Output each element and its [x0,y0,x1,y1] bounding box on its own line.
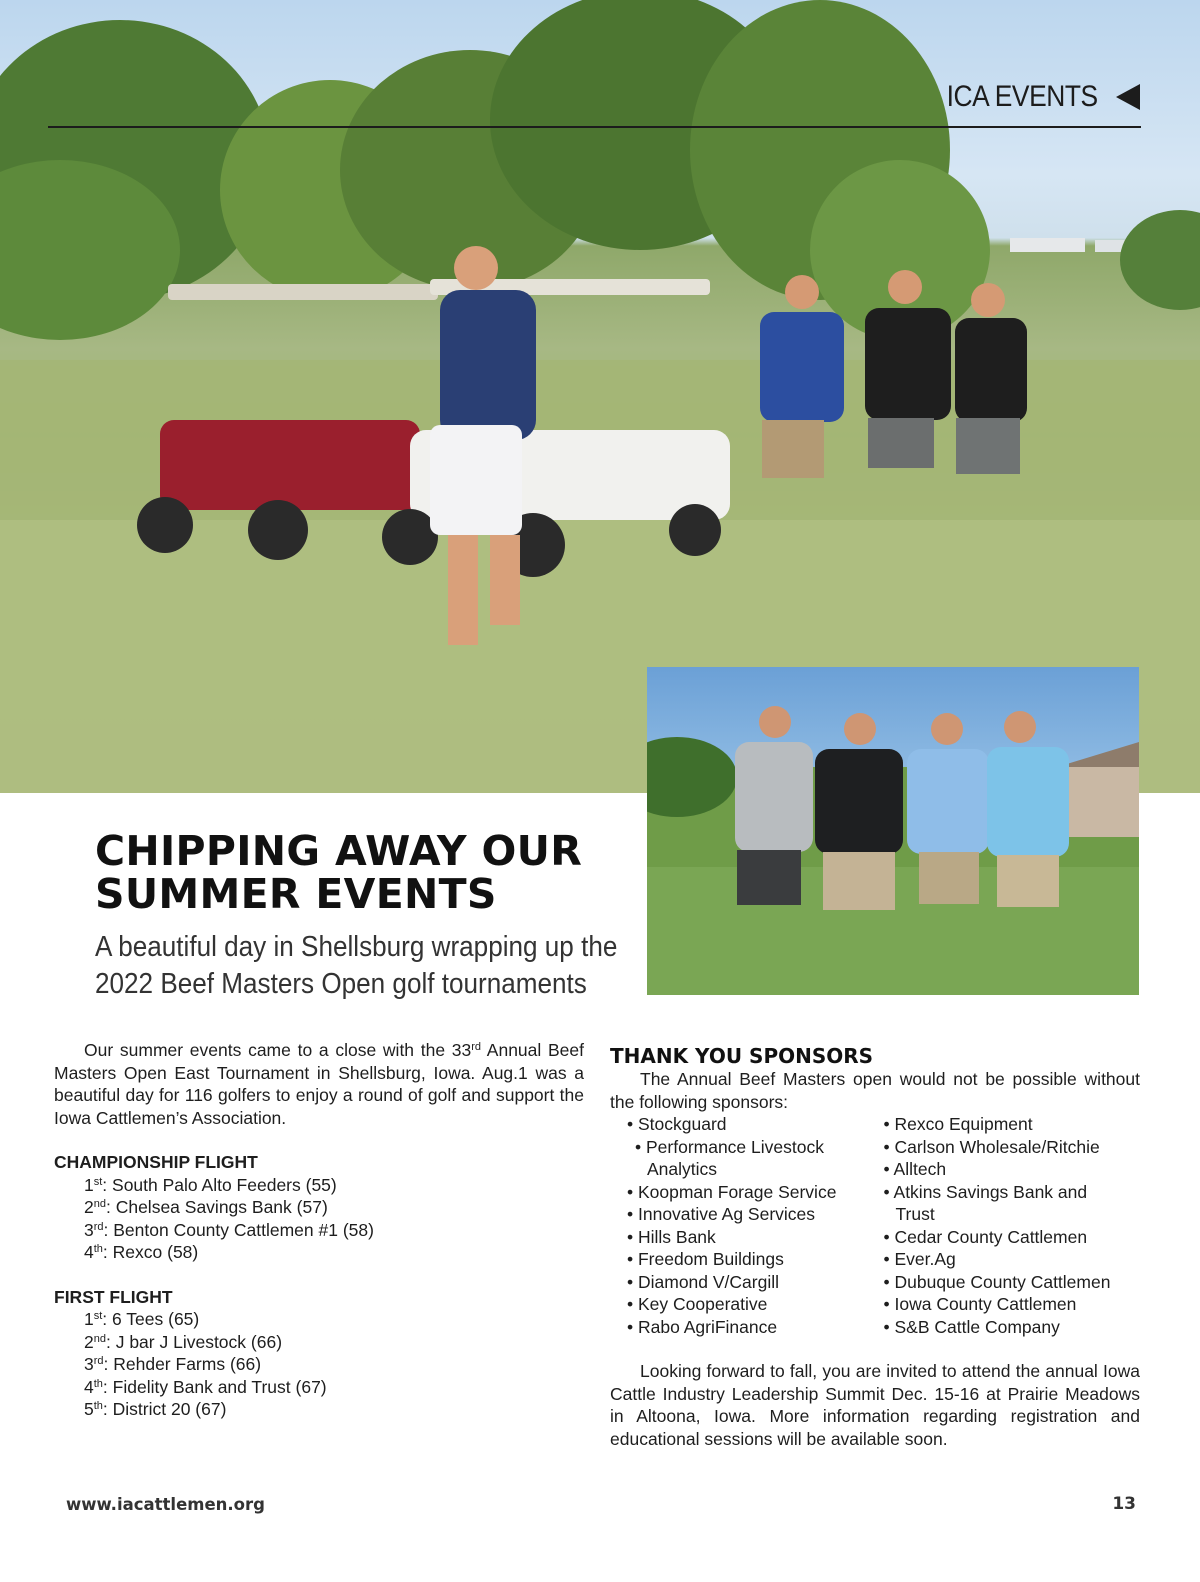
sponsor-list-left [610,1113,884,1338]
sponsor-list-right [884,1113,1141,1338]
first-flight-heading: FIRST FLIGHT [54,1286,173,1307]
result-item: 3rd: Benton County Cattlemen #1 (58) [84,1219,374,1240]
sponsor-item: • Carlson Wholesale/Ritchie [883,1136,1100,1157]
intro-paragraph: Our summer events came to a close with the 33rd Annual Beef Masters Open East Tournament in Shellsburg, Iowa. Aug.1 was a beautiful day for 116 golfers to enjoy a round of golf and support the Iowa Cattlemen’s Association. [54,1040,585,1128]
sponsor-item: • Rabo AgriFinance [627,1316,778,1337]
result-item: 1st: South Palo Alto Feeders (55) [84,1174,337,1195]
sponsor-item: • Performance Livestock Analytics [635,1136,824,1179]
result-item: 4th: Fidelity Bank and Trust (67) [84,1376,327,1397]
sponsor-item: • Diamond V/Cargill [627,1271,780,1292]
sponsor-item: • Atkins Savings Bank and Trust [883,1181,1088,1224]
sponsor-item: • Freedom Buildings [627,1249,784,1269]
sponsor-item: • Rexco Equipment [883,1114,1033,1134]
sponsor-item: • Cedar County Cattlemen [883,1226,1088,1247]
inset-photo [647,667,1139,995]
footer-url-link[interactable]: www.iacattlemen.org [66,1495,265,1514]
sponsor-item: • Iowa County Cattlemen [883,1294,1077,1314]
sponsor-item: • Koopman Forage Service [627,1181,837,1202]
result-item: 2nd: Chelsea Savings Bank (57) [84,1197,328,1217]
result-item: 3rd: Rehder Farms (66) [84,1354,262,1374]
sponsors-heading: THANK YOU SPONSORS [610,1044,874,1068]
header-rule [48,126,1141,128]
article-subtitle: A beautiful day in Shellsburg wrapping up the 2022 Beef Masters Open golf tournaments [95,931,618,1000]
sponsor-item: • Ever.Ag [883,1249,956,1269]
sponsor-item: • Hills Bank [627,1226,716,1247]
sponsor-item: • Alltech [883,1159,947,1179]
sponsor-item: • Stockguard [627,1114,727,1134]
sponsor-item: • Key Cooperative [627,1294,768,1314]
closing-paragraph: Looking forward to fall, you are invited to attend the annual Iowa Cattle Industry Leadership Summit Dec. 15-16 at Prairie Meadows in Altoona, Iowa. More information regarding registration and educational sessions will be available soon. [610,1361,1140,1449]
left-column [54,1039,584,1421]
sponsor-item: • Innovative Ag Services [627,1204,816,1224]
left-triangle-icon [1116,84,1140,110]
sponsor-list [610,1113,1140,1338]
result-item: 5th: District 20 (67) [84,1399,227,1419]
right-column [610,1044,1140,1450]
sponsor-item: • Dubuque County Cattlemen [883,1271,1111,1292]
sponsor-item: • S&B Cattle Company [883,1316,1060,1337]
result-item: 2nd: J bar J Livestock (66) [84,1331,283,1352]
sponsors-intro: The Annual Beef Masters open would not be possible without the following sponsors: [610,1069,1140,1112]
result-item: 1st: 6 Tees (65) [84,1309,200,1329]
championship-flight-heading: CHAMPIONSHIP FLIGHT [54,1152,258,1172]
result-item: 4th: Rexco (58) [84,1242,199,1262]
inset-photo-illustration [647,667,1139,995]
page-number: 13 [1112,1494,1136,1514]
article-title: CHIPPING AWAY OUR SUMMER EVENTS [95,827,583,918]
section-label: ICA EVENTS [946,80,1098,113]
